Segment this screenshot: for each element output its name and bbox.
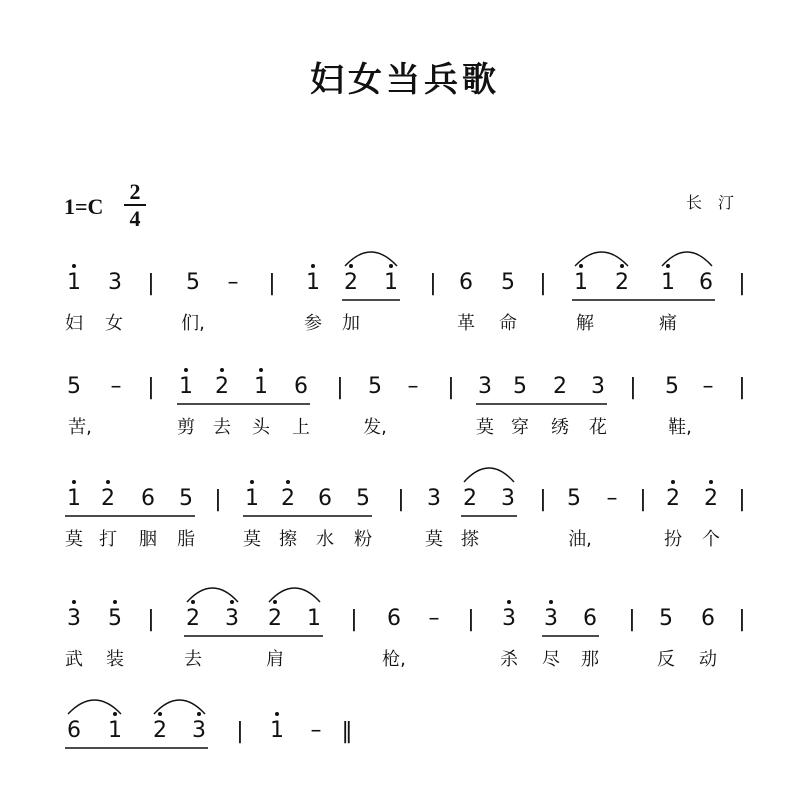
time-signature-bottom: 4 bbox=[129, 206, 141, 231]
octave-dot bbox=[286, 480, 290, 484]
note: 3 bbox=[591, 374, 605, 399]
octave-dot bbox=[230, 600, 234, 604]
barline: | bbox=[147, 375, 155, 400]
lyric-char: 莫 bbox=[243, 529, 261, 550]
note: 1 bbox=[307, 606, 321, 631]
key-signature: 1=C bbox=[64, 194, 104, 219]
note: 3 bbox=[544, 606, 558, 631]
lyric-char: 搽 bbox=[461, 529, 479, 550]
song-title: 妇女当兵歌 bbox=[310, 60, 500, 100]
note: 3 bbox=[478, 374, 492, 399]
note: 2 bbox=[666, 486, 680, 511]
score-row bbox=[0, 604, 810, 674]
lyric-char: 擦 bbox=[279, 529, 297, 550]
barline: | bbox=[268, 271, 276, 296]
note: 2 bbox=[268, 606, 282, 631]
lyric-char: 们, bbox=[181, 313, 205, 334]
score-row bbox=[0, 716, 810, 786]
octave-dot bbox=[620, 264, 624, 268]
barline: | bbox=[539, 271, 547, 296]
lyric-char: 发, bbox=[363, 417, 387, 438]
note: 2 bbox=[215, 374, 229, 399]
extension-dash: – bbox=[310, 718, 322, 743]
lyric-char: 油, bbox=[568, 529, 592, 550]
lyric-char: 杀 bbox=[500, 649, 518, 670]
row-marks bbox=[0, 484, 810, 554]
note: 6 bbox=[459, 270, 473, 295]
note: 6 bbox=[141, 486, 155, 511]
barline: | bbox=[236, 719, 244, 744]
lyric-char: 上 bbox=[292, 417, 310, 438]
barline: | bbox=[214, 487, 222, 512]
lyric-char: 解 bbox=[576, 313, 594, 334]
note: 6 bbox=[67, 718, 81, 743]
note: 3 bbox=[427, 486, 441, 511]
barline: | bbox=[350, 607, 358, 632]
lyric-char: 鞋, bbox=[668, 417, 692, 438]
octave-dot bbox=[579, 264, 583, 268]
octave-dot bbox=[191, 600, 195, 604]
extension-dash: – bbox=[428, 606, 440, 631]
note: 1 bbox=[108, 718, 122, 743]
note: 5 bbox=[179, 486, 193, 511]
barline: | bbox=[629, 375, 637, 400]
lyric-char: 绣 bbox=[551, 417, 569, 438]
barline: | bbox=[147, 271, 155, 296]
note: 2 bbox=[463, 486, 477, 511]
barline: | bbox=[397, 487, 405, 512]
lyric-char: 扮 bbox=[664, 529, 682, 550]
octave-dot bbox=[389, 264, 393, 268]
lyric-char: 枪, bbox=[382, 649, 406, 670]
note: 3 bbox=[67, 606, 81, 631]
octave-dot bbox=[184, 368, 188, 372]
octave-dot bbox=[220, 368, 224, 372]
octave-dot bbox=[273, 600, 277, 604]
octave-dot bbox=[72, 600, 76, 604]
composer: 长汀 bbox=[686, 193, 751, 212]
note: 5 bbox=[356, 486, 370, 511]
octave-dot bbox=[709, 480, 713, 484]
octave-dot bbox=[666, 264, 670, 268]
lyric-char: 革 bbox=[457, 313, 475, 334]
barline: | bbox=[738, 271, 746, 296]
octave-dot bbox=[507, 600, 511, 604]
lyric-char: 尽 bbox=[542, 649, 560, 670]
barline: | bbox=[539, 487, 547, 512]
barline: | bbox=[147, 607, 155, 632]
octave-dot bbox=[259, 368, 263, 372]
barline: | bbox=[336, 375, 344, 400]
note: 5 bbox=[659, 606, 673, 631]
octave-dot bbox=[113, 712, 117, 716]
lyric-char: 花 bbox=[589, 417, 607, 438]
note: 3 bbox=[192, 718, 206, 743]
extension-dash: – bbox=[606, 486, 618, 511]
tie-slur bbox=[464, 468, 514, 482]
lyric-char: 去 bbox=[213, 417, 231, 438]
note: 5 bbox=[665, 374, 679, 399]
octave-dot bbox=[158, 712, 162, 716]
extension-dash: – bbox=[407, 374, 419, 399]
extension-dash: – bbox=[227, 270, 239, 295]
note: 2 bbox=[101, 486, 115, 511]
lyric-char: 妇 bbox=[65, 313, 83, 334]
note: 3 bbox=[501, 486, 515, 511]
time-signature bbox=[124, 181, 146, 230]
note: 1 bbox=[384, 270, 398, 295]
octave-dot bbox=[549, 600, 553, 604]
note: 1 bbox=[574, 270, 588, 295]
lyric-char: 反 bbox=[657, 649, 675, 670]
note: 5 bbox=[513, 374, 527, 399]
note: 1 bbox=[67, 486, 81, 511]
octave-dot bbox=[349, 264, 353, 268]
note: 1 bbox=[179, 374, 193, 399]
octave-dot bbox=[72, 264, 76, 268]
note: 5 bbox=[67, 374, 81, 399]
note: 5 bbox=[567, 486, 581, 511]
note: 3 bbox=[108, 270, 122, 295]
lyric-char: 参 bbox=[304, 313, 322, 334]
lyric-char: 个 bbox=[702, 529, 720, 550]
note: 2 bbox=[153, 718, 167, 743]
lyric-char: 那 bbox=[581, 649, 599, 670]
note: 1 bbox=[254, 374, 268, 399]
lyric-char: 莫 bbox=[65, 529, 83, 550]
lyric-char: 水 bbox=[316, 529, 334, 550]
note: 3 bbox=[225, 606, 239, 631]
extension-dash: – bbox=[110, 374, 122, 399]
lyric-char: 打 bbox=[99, 529, 117, 550]
barline: | bbox=[628, 607, 636, 632]
note: 2 bbox=[615, 270, 629, 295]
note: 5 bbox=[368, 374, 382, 399]
octave-dot bbox=[671, 480, 675, 484]
note: 6 bbox=[318, 486, 332, 511]
octave-dot bbox=[72, 480, 76, 484]
note: 5 bbox=[108, 606, 122, 631]
lyric-char: 武 bbox=[65, 649, 83, 670]
note: 6 bbox=[387, 606, 401, 631]
lyric-char: 头 bbox=[252, 417, 270, 438]
lyric-char: 女 bbox=[105, 313, 123, 334]
barline: | bbox=[639, 487, 647, 512]
note: 2 bbox=[704, 486, 718, 511]
lyric-char: 剪 bbox=[177, 417, 195, 438]
barline: | bbox=[738, 375, 746, 400]
note: 5 bbox=[501, 270, 515, 295]
score-row bbox=[0, 484, 810, 554]
lyric-char: 莫 bbox=[425, 529, 443, 550]
octave-dot bbox=[106, 480, 110, 484]
lyric-char: 脂 bbox=[177, 529, 195, 550]
lyric-char: 去 bbox=[184, 649, 202, 670]
note: 2 bbox=[344, 270, 358, 295]
barline: | bbox=[738, 607, 746, 632]
octave-dot bbox=[250, 480, 254, 484]
note: 6 bbox=[699, 270, 713, 295]
final-barline: ‖ bbox=[341, 719, 353, 744]
note: 1 bbox=[661, 270, 675, 295]
lyric-char: 命 bbox=[499, 313, 517, 334]
note: 6 bbox=[701, 606, 715, 631]
lyric-char: 装 bbox=[106, 649, 124, 670]
barline: | bbox=[467, 607, 475, 632]
note: 2 bbox=[281, 486, 295, 511]
lyric-char: 痛 bbox=[659, 313, 677, 334]
score-row bbox=[0, 268, 810, 338]
lyric-char: 加 bbox=[342, 313, 360, 334]
note: 1 bbox=[306, 270, 320, 295]
barline: | bbox=[429, 271, 437, 296]
octave-dot bbox=[113, 600, 117, 604]
note: 2 bbox=[553, 374, 567, 399]
note: 2 bbox=[186, 606, 200, 631]
note: 6 bbox=[294, 374, 308, 399]
time-signature-top: 2 bbox=[129, 179, 141, 204]
lyric-char: 莫 bbox=[476, 417, 494, 438]
octave-dot bbox=[197, 712, 201, 716]
score-row bbox=[0, 372, 810, 442]
barline: | bbox=[738, 487, 746, 512]
octave-dot bbox=[311, 264, 315, 268]
note: 1 bbox=[245, 486, 259, 511]
note: 3 bbox=[502, 606, 516, 631]
lyric-char: 胭 bbox=[139, 529, 157, 550]
lyric-char: 苦, bbox=[68, 417, 92, 438]
note: 5 bbox=[186, 270, 200, 295]
note: 1 bbox=[270, 718, 284, 743]
lyric-char: 肩 bbox=[266, 649, 284, 670]
lyric-char: 粉 bbox=[354, 529, 372, 550]
lyric-char: 穿 bbox=[511, 417, 529, 438]
barline: | bbox=[447, 375, 455, 400]
octave-dot bbox=[275, 712, 279, 716]
note: 1 bbox=[67, 270, 81, 295]
lyric-char: 动 bbox=[699, 649, 717, 670]
note: 6 bbox=[583, 606, 597, 631]
extension-dash: – bbox=[702, 374, 714, 399]
